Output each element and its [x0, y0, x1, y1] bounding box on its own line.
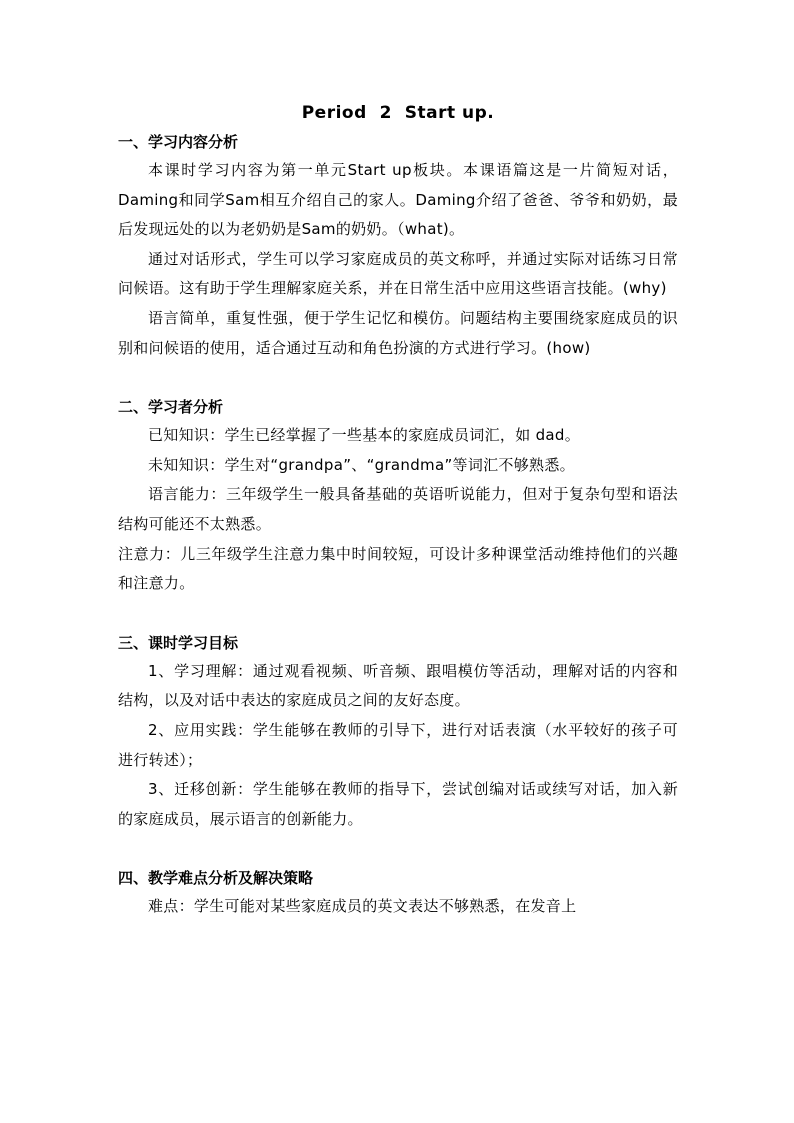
section-spacer	[118, 834, 678, 864]
paragraph-difficulty: 难点：学生可能对某些家庭成员的英文表达不够熟悉，在发音上	[148, 897, 577, 916]
paragraph-how: 语言简单，重复性强，便于学生记忆和模仿。问题结构主要围绕家庭成员的识别和问候语的使用，适合通过互动和角色扮演的方式进行学习。(how)	[118, 308, 678, 357]
objective-item: 1、学习理解：通过观看视频、听音频、跟唱模仿等活动，理解对话的内容和结构，以及对话中表达的家庭成员之间的友好态度。	[118, 661, 678, 710]
objective-item: 2、应用实践：学生能够在教师的引导下，进行对话表演（水平较好的孩子可进行转述）；	[118, 720, 678, 769]
paragraph-what: 本课时学习内容为第一单元Start up板块。本课语篇这是一片简短对话，Daming和同学Sam相互介绍自己的家人。Daming介绍了爸爸、爷爷和奶奶，最后发现远处的以为老奶奶是Sam的奶奶。（what)。	[118, 161, 678, 239]
section-difficulty-analysis	[118, 864, 678, 922]
section-content-analysis	[118, 128, 678, 363]
document-page	[118, 100, 678, 922]
section-learner-analysis	[118, 393, 678, 599]
page-title: Period 2 Start up.	[301, 103, 495, 123]
section-learning-objectives	[118, 629, 678, 835]
paragraph-why: 通过对话形式，学生可以学习家庭成员的英文称呼，并通过实际对话练习日常问候语。这有助于学生理解家庭关系，并在日常生活中应用这些语言技能。(why)	[118, 249, 678, 298]
paragraph-unknown-knowledge: 未知知识：学生对“grandpa”、“grandma”等词汇不够熟悉。	[148, 455, 575, 474]
section-heading: 四、教学难点分析及解决策略	[118, 869, 314, 888]
section-heading: 一、学习内容分析	[118, 133, 239, 151]
section-heading: 二、学习者分析	[118, 398, 224, 417]
section-spacer	[118, 599, 678, 629]
section-heading: 三、课时学习目标	[118, 633, 239, 652]
section-spacer	[118, 363, 678, 393]
paragraph-language-ability: 语言能力：三年级学生一般具备基础的英语听说能力，但对于复杂句型和语法结构可能还不太熟悉。	[118, 485, 678, 533]
paragraph-known-knowledge: 已知知识：学生已经掌握了一些基本的家庭成员词汇，如 dad。	[148, 426, 581, 445]
objective-item: 3、迁移创新：学生能够在教师的指导下，尝试创编对话或续写对话，加入新的家庭成员，展示语言的创新能力。	[118, 780, 678, 828]
paragraph-attention: 注意力：儿三年级学生注意力集中时间较短，可设计多种课堂活动维持他们的兴趣和注意力。	[118, 544, 678, 593]
